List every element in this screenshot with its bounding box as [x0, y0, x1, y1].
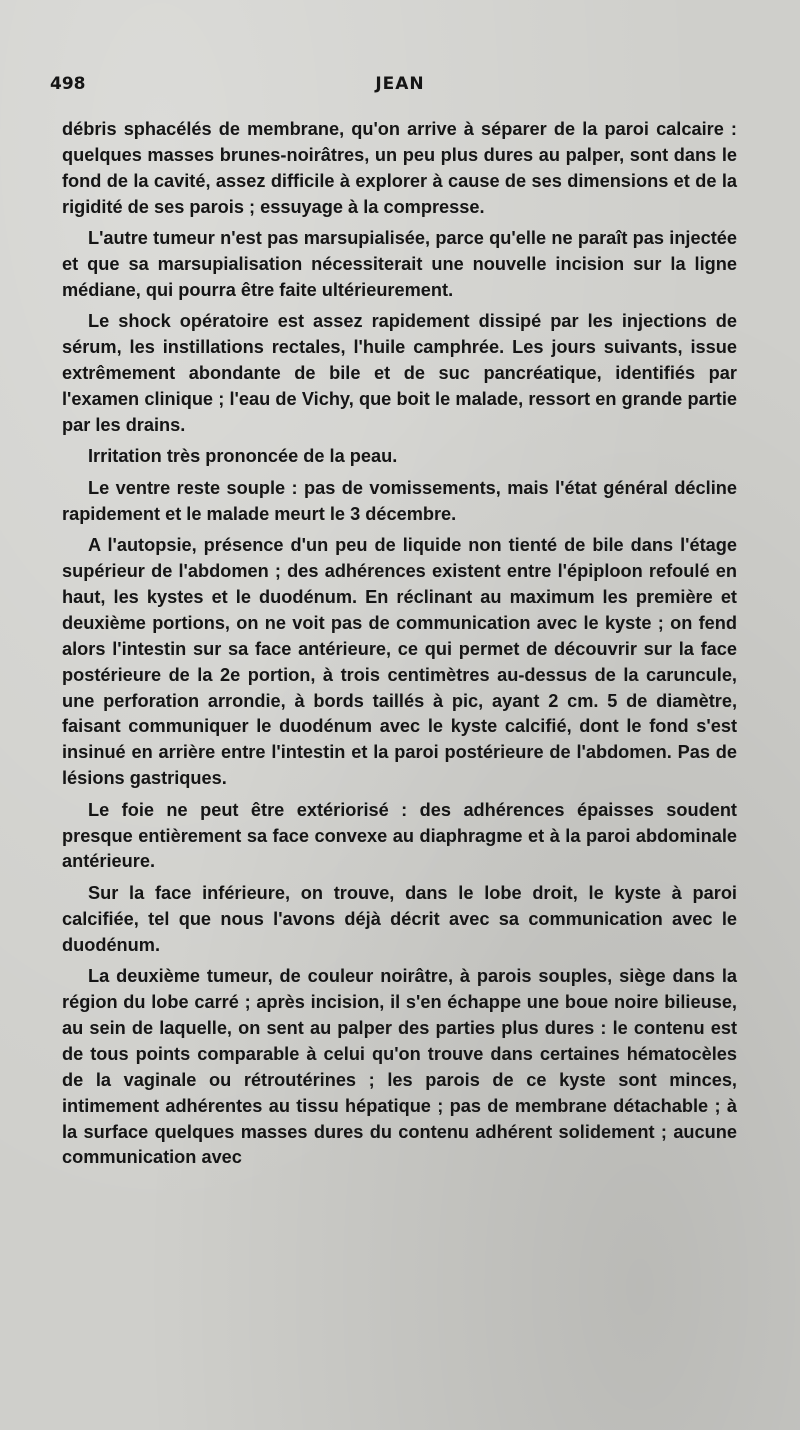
running-title: JEAN [375, 74, 425, 94]
paragraph-1: débris sphacélés de membrane, qu'on arrive à séparer de la paroi calcaire : quelques masses brunes-noirâtres, un peu plus dures au palper, sont dans le fond de la cavité, assez difficile à explorer à cause de ses dimensions et de la rigidité de ses parois ; essuyage à la compresse. [62, 119, 737, 217]
paragraph-9: La deuxième tumeur, de couleur noirâtre, à parois souples, siège dans la région du lobe carré ; après incision, il s'en échappe une boue noire bilieuse, au sein de laquelle, on sent au palper des parties plus dures : le contenu est de tous points comparable à celui qu'on trouve dans certaines hématocèles de la vaginale ou rétroutérines ; les parois de ce kyste sont minces, intimement adhérentes au tissu hépatique ; pas de membrane détachable ; à la surface quelques masses dures du contenu adhérent solidement ; aucune communication avec [62, 966, 737, 1168]
paragraph-4: Irritation très prononcée de la peau. [88, 446, 398, 467]
page-number: 498 [50, 74, 86, 94]
paragraph-7: Le foie ne peut être extériorisé : des adhérences épaisses soudent presque entièrement sa face convexe au diaphragme et à la paroi abdominale antérieure. [62, 799, 737, 872]
paragraph-6: A l'autopsie, présence d'un peu de liquide non tienté de bile dans l'étage supérieur de l'abdomen ; des adhérences existent entre l'épiploon refoulé en haut, les kystes et le duodénum. En réclinant au maximum les première et deuxième portions, on ne voit pas de communication avec le kyste ; on fend alors l'intestin sur sa face antérieure, ce qui permet de découvrir sur la face postérieure de la 2e portion, à trois centimètres au-dessus de la caruncule, une perforation arrondie, à bords taillés à pic, ayant 2 cm. 5 de diamètre, faisant communiquer le duodénum avec le kyste calcifié, dont le fond s'est insinué en arrière entre l'intestin et la paroi postérieure de l'abdomen. Pas de lésions gastriques. [62, 535, 737, 789]
paragraph-8: Sur la face inférieure, on trouve, dans le lobe droit, le kyste à paroi calcifiée, tel que nous l'avons déjà décrit avec sa communication avec le duodénum. [62, 882, 737, 955]
running-head [50, 74, 750, 98]
paragraph-5: Le ventre reste souple : pas de vomissements, mais l'état général décline rapidement et le malade meurt le 3 décembre. [62, 477, 737, 524]
body-text [62, 117, 737, 1177]
paragraph-3: Le shock opératoire est assez rapidement dissipé par les injections de sérum, les instillations rectales, l'huile camphrée. Les jours suivants, issue extrêmement abondante de bile et de suc pancréatique, identifiés par l'examen clinique ; l'eau de Vichy, que boit le malade, ressort en grande partie par les drains. [62, 311, 737, 435]
paragraph-2: L'autre tumeur n'est pas marsupialisée, parce qu'elle ne paraît pas injectée et que sa marsupialisation nécessiterait une nouvelle incision sur la ligne médiane, qui pourra être faite ultérieurement. [62, 228, 737, 300]
